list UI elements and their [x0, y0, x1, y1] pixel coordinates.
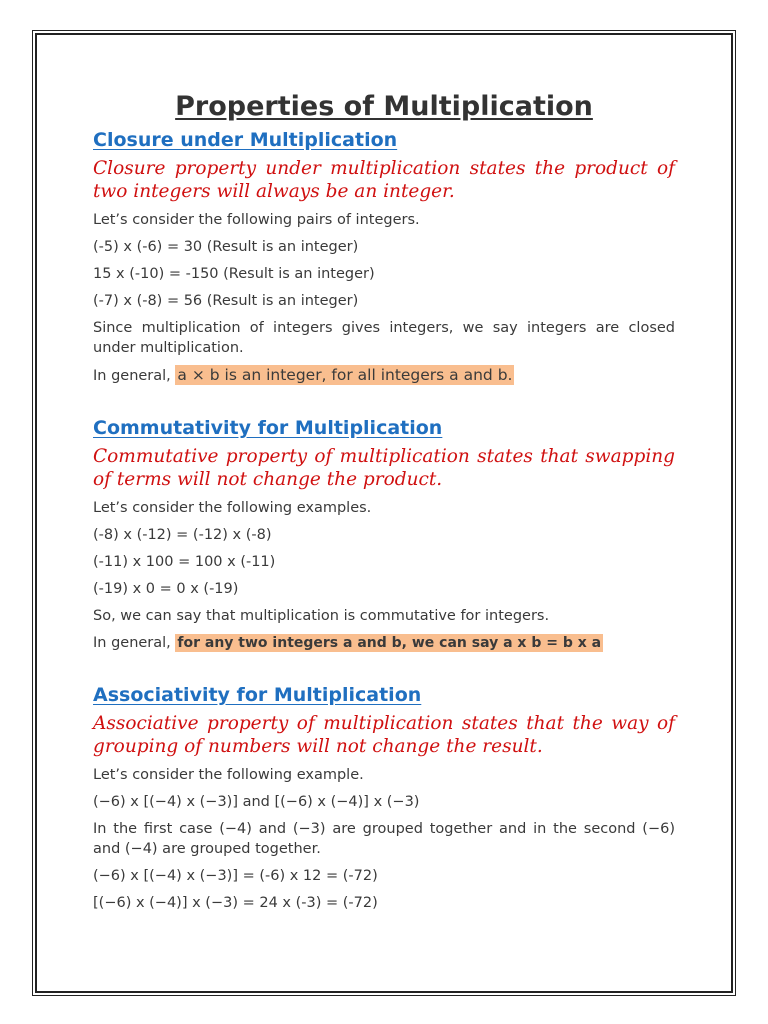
example-line: 15 x (-10) = -150 (Result is an integer) — [93, 266, 375, 282]
section-closure — [93, 127, 675, 390]
document-content — [93, 88, 675, 917]
example-line: (-5) x (-6) = 30 (Result is an integer) — [93, 239, 359, 255]
section-definition: Associative property of multiplication states that the way of grouping of numbers will not change the result. — [93, 713, 675, 757]
section-commutativity — [93, 415, 675, 657]
section-intro: Let’s consider the following examples. — [93, 500, 372, 516]
section-definition: Commutative property of multiplication states that swapping of terms will not change the product. — [93, 446, 675, 490]
section-heading: Commutativity for Multiplication — [93, 417, 443, 439]
example-line: (-19) x 0 = 0 x (-19) — [93, 581, 239, 597]
section-intro: Let’s consider the following example. — [93, 767, 364, 783]
section-associativity — [93, 682, 675, 917]
section-definition: Closure property under multiplication states the product of two integers will always be an integer. — [93, 158, 675, 202]
example-line: (-7) x (-8) = 56 (Result is an integer) — [93, 293, 359, 309]
page-title: Properties of Multiplication — [175, 91, 593, 122]
highlighted-rule: a × b is an integer, for all integers a and b. — [177, 366, 513, 384]
section-heading: Closure under Multiplication — [93, 129, 398, 151]
general-prefix: In general, — [93, 368, 176, 384]
section-conclusion: Since multiplication of integers gives integers, we say integers are closed under multiplication. — [93, 320, 675, 356]
section-heading: Associativity for Multiplication — [93, 684, 422, 706]
example-line: (−6) x [(−4) x (−3)] and [(−6) x (−4)] x (−3) — [93, 794, 420, 810]
general-statement — [93, 630, 675, 657]
general-statement — [93, 362, 675, 390]
result-line: (−6) x [(−4) x (−3)] = (-6) x 12 = (-72) — [93, 868, 378, 884]
section-intro: Let’s consider the following pairs of integers. — [93, 212, 420, 228]
section-explanation: In the first case (−4) and (−3) are grouped together and in the second (−6) and (−4) are grouped together. — [93, 821, 675, 857]
section-conclusion: So, we can say that multiplication is commutative for integers. — [93, 608, 550, 624]
example-line: (-8) x (-12) = (-12) x (-8) — [93, 527, 272, 543]
result-line: [(−6) x (−4)] x (−3) = 24 x (-3) = (-72) — [93, 895, 378, 911]
example-line: (-11) x 100 = 100 x (-11) — [93, 554, 276, 570]
highlighted-rule: for any two integers a and b, we can say a x b = b x a — [177, 635, 602, 651]
general-prefix: In general, — [93, 635, 176, 651]
